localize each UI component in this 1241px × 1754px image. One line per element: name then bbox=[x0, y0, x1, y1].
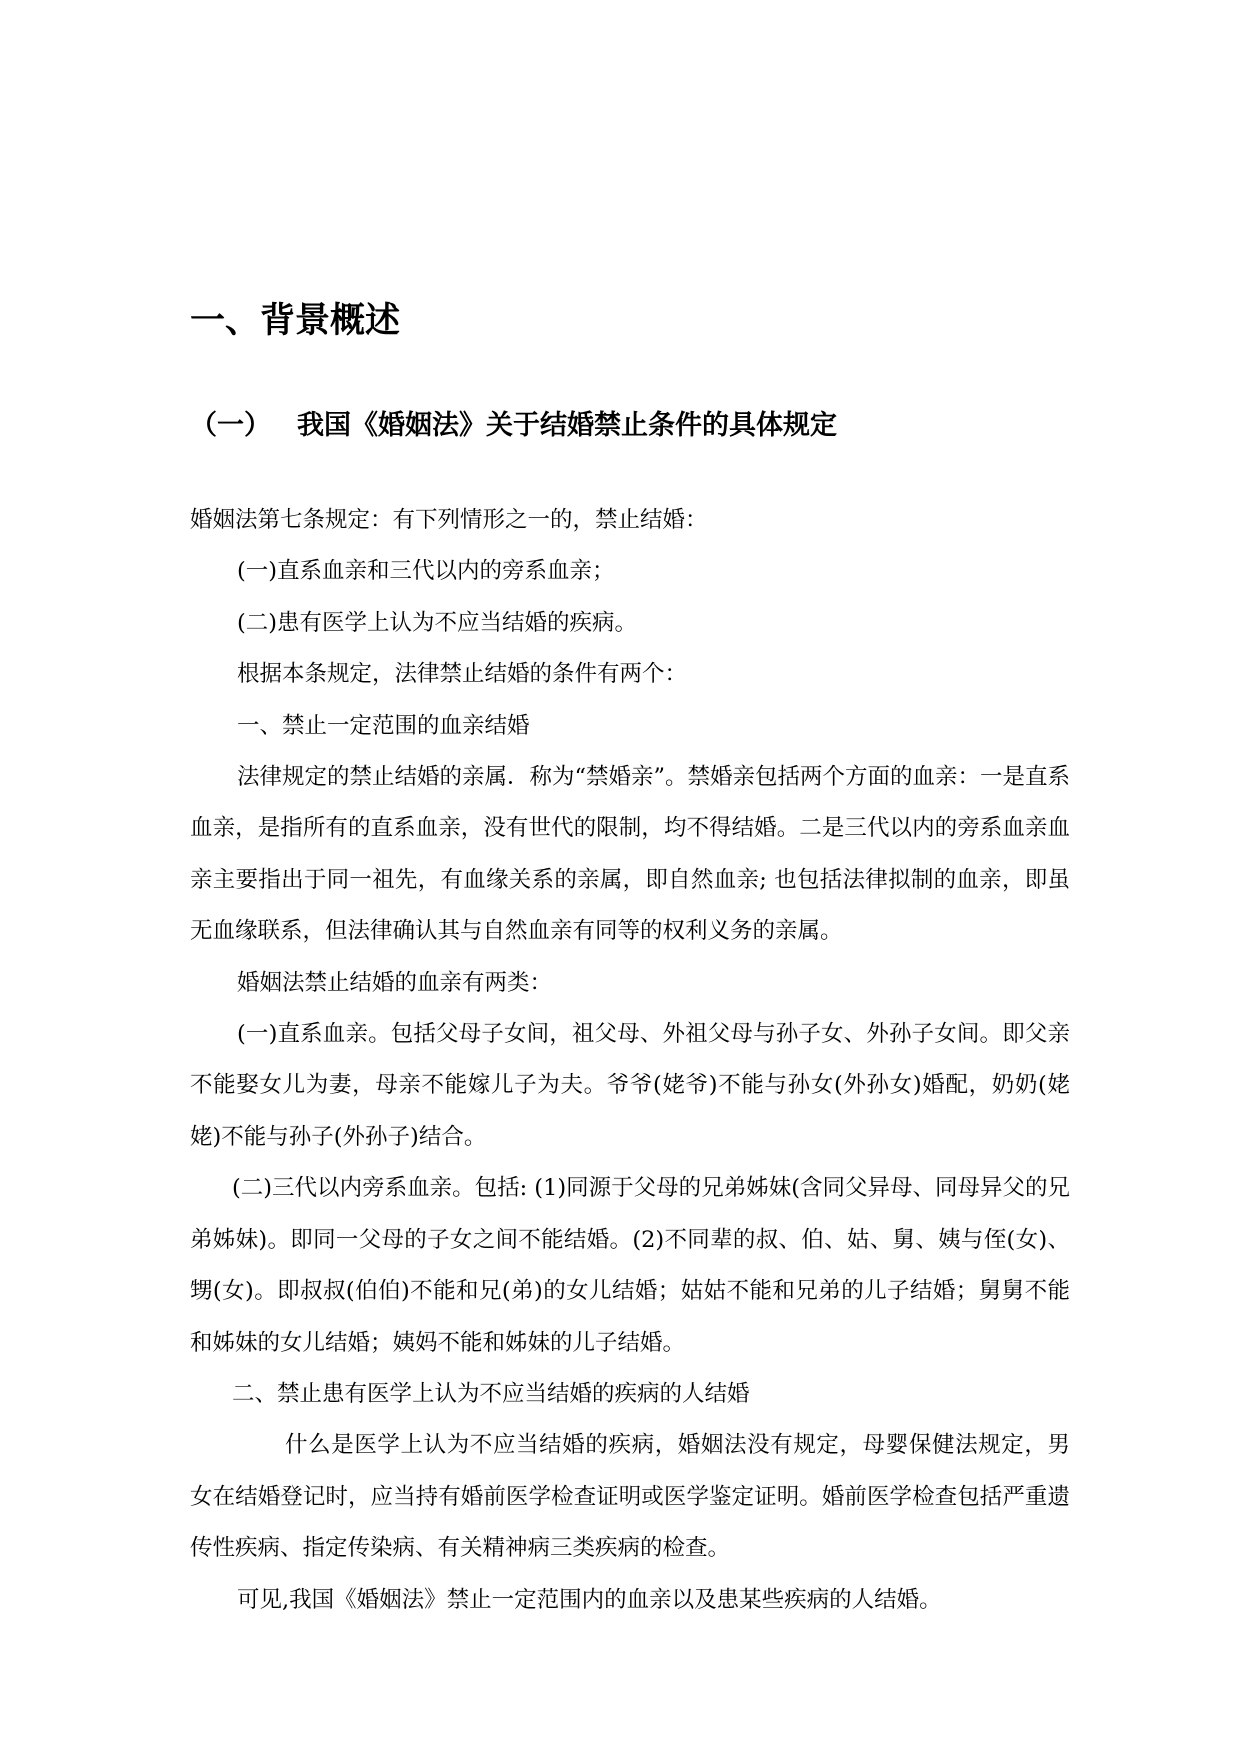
subsection-number: （一） bbox=[190, 410, 271, 441]
paragraph-clause-2: (二)患有医学上认为不应当结婚的疾病。 bbox=[237, 609, 638, 636]
paragraph-point-1-heading: 一、禁止一定范围的血亲结婚 bbox=[237, 712, 530, 739]
body-text bbox=[190, 495, 1070, 1626]
paragraph-medical-diseases: 什么是医学上认为不应当结婚的疾病，婚姻法没有规定，母婴保健法规定，男女在结婚登记时，应当持有婚前医学检查证明或医学鉴定证明。婚前医学检查包括严重遗传性疾病、指定传染病、有关精神病三类疾病的检查。 bbox=[190, 1432, 1070, 1562]
paragraph-collateral-relatives: (二)三代以内旁系血亲。包括: (1)同源于父母的兄弟姊妹(含同父异母、同母异父的兄弟姊妹)。即同一父母的子女之间不能结婚。(2)不同辈的叔、伯、姑、舅、姨与侄(女)、甥(女)。即叔叔(伯伯)不能和兄(弟)的女儿结婚；姑姑不能和兄弟的儿子结婚；舅舅不能和姊妹的女儿结婚；姨妈不能和姊妹的儿子结婚。 bbox=[190, 1175, 1070, 1356]
section-heading: 一、背景概述 bbox=[190, 301, 401, 341]
paragraph-article-7: 婚姻法第七条规定：有下列情形之一的，禁止结婚： bbox=[190, 507, 708, 533]
paragraph-two-types-intro: 婚姻法禁止结婚的血亲有两类： bbox=[237, 969, 553, 996]
paragraph-conclusion: 可见,我国《婚姻法》禁止一定范围内的血亲以及患某些疾病的人结婚。 bbox=[237, 1586, 942, 1613]
subsection-heading bbox=[190, 406, 837, 446]
paragraph-conditions-intro: 根据本条规定，法律禁止结婚的条件有两个： bbox=[237, 661, 688, 688]
subsection-title: 我国《婚姻法》关于结婚禁止条件的具体规定 bbox=[297, 410, 837, 441]
paragraph-forbidden-relatives: 法律规定的禁止结婚的亲属．称为“禁婚亲”。禁婚亲包括两个方面的血亲：一是直系血亲，是指所有的直系血亲，没有世代的限制，均不得结婚。二是三代以内的旁系血亲血亲主要指出于同一祖先，有血缘关系的亲属，即自然血亲; 也包括法律拟制的血亲，即虽无血缘联系，但法律确认其与自然血亲有同等的权利义务的亲属。 bbox=[190, 764, 1071, 945]
paragraph-point-2-heading: 二、禁止患有医学上认为不应当结婚的疾病的人结婚 bbox=[232, 1380, 750, 1407]
paragraph-clause-1: (一)直系血亲和三代以内的旁系血亲； bbox=[237, 558, 615, 585]
paragraph-lineal-relatives: (一)直系血亲。包括父母子女间，祖父母、外祖父母与孙子女、外孙子女间。即父亲不能娶女儿为妻，母亲不能嫁儿子为夫。爷爷(姥爷)不能与孙女(外孙女)婚配，奶奶(姥姥)不能与孙子(外孙子)结合。 bbox=[190, 1021, 1070, 1150]
document-page bbox=[190, 0, 1070, 1754]
